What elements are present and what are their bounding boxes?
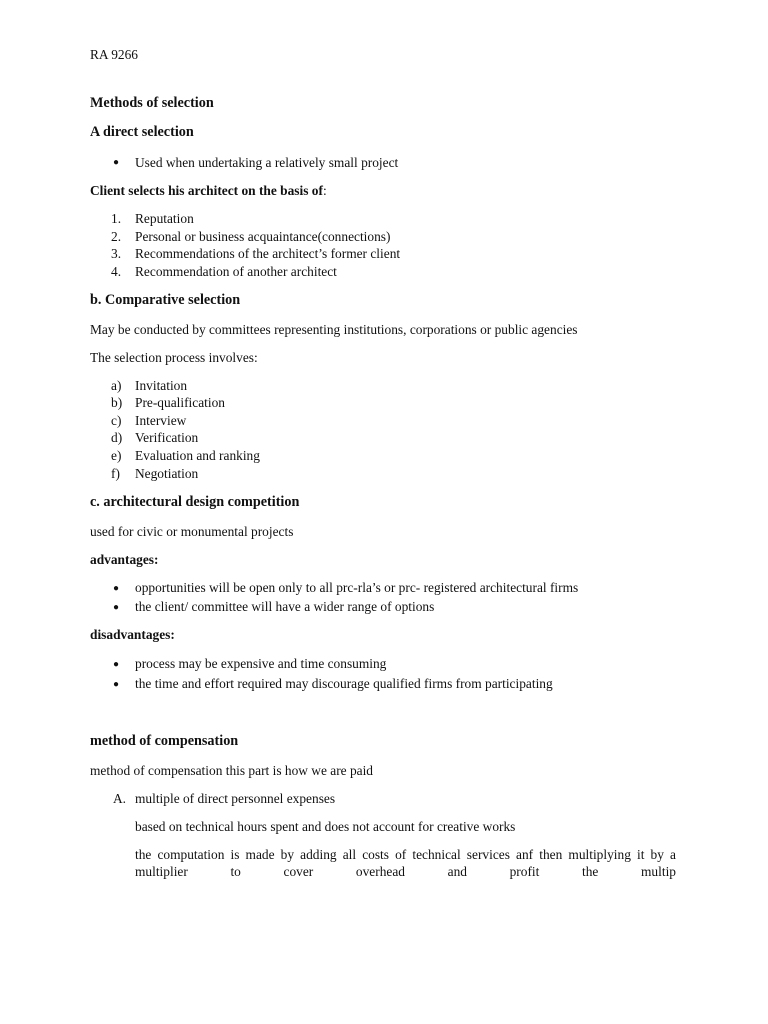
list-marker: 3. — [111, 246, 122, 261]
bullet-icon: ● — [113, 157, 120, 168]
list-marker: A. — [113, 791, 127, 806]
disadvantage-item: process may be expensive and time consuming — [135, 656, 387, 671]
list-item: Pre-qualification — [135, 395, 225, 410]
advantages-label: advantages: — [90, 552, 159, 567]
list-marker: e) — [111, 448, 122, 463]
comparative-selection-title: b. Comparative selection — [90, 292, 241, 308]
list-item: Evaluation and ranking — [135, 448, 260, 463]
basis-label: Client selects his architect on the basis of — [90, 183, 323, 198]
direct-bullet-item: Used when undertaking a relatively small project — [135, 155, 399, 170]
bullet-icon: ● — [113, 602, 120, 613]
list-marker: f) — [111, 466, 120, 481]
disadvantages-label: disadvantages: — [90, 627, 175, 642]
document-header: RA 9266 — [90, 47, 138, 62]
list-item: Invitation — [135, 378, 188, 393]
bullet-icon: ● — [113, 679, 120, 690]
list-item: Interview — [135, 413, 187, 428]
direct-selection-title: A direct selection — [90, 124, 194, 140]
list-marker: a) — [111, 378, 122, 393]
list-item: Recommendations of the architect’s former client — [135, 246, 401, 261]
list-marker: b) — [111, 395, 123, 410]
list-marker: 4. — [111, 264, 122, 279]
compensation-paragraph-line: the computation is made by adding all costs of technical services anf then multiplying it by a — [135, 847, 676, 862]
compensation-title: method of compensation — [90, 733, 239, 749]
competition-title: c. architectural design competition — [90, 494, 300, 510]
basis-line — [90, 182, 327, 200]
process-label: The selection process involves: — [90, 350, 258, 365]
compensation-paragraph: based on technical hours spent and does not account for creative works — [135, 819, 516, 834]
list-item: Personal or business acquaintance(connections) — [135, 229, 391, 244]
compensation-intro: method of compensation this part is how we are paid — [90, 763, 373, 778]
advantage-item: opportunities will be open only to all prc-rla’s or prc- registered architectural firms — [135, 580, 579, 595]
list-item: Reputation — [135, 211, 194, 226]
comparative-intro: May be conducted by committees representing institutions, corporations or public agencies — [90, 322, 578, 337]
list-item: Negotiation — [135, 466, 199, 481]
bullet-icon: ● — [113, 583, 120, 594]
list-marker: 2. — [111, 229, 122, 244]
list-item: multiple of direct personnel expenses — [135, 791, 336, 806]
basis-colon: : — [322, 183, 327, 198]
advantage-item: the client/ committee will have a wider range of options — [135, 599, 435, 614]
list-item: Recommendation of another architect — [135, 264, 337, 279]
list-marker: c) — [111, 413, 122, 428]
compensation-paragraph-line: multiplier to cover overhead and profit the multip — [135, 864, 676, 879]
list-marker: d) — [111, 430, 123, 445]
disadvantage-item: the time and effort required may discourage qualified firms from participating — [135, 676, 553, 691]
competition-intro: used for civic or monumental projects — [90, 524, 294, 539]
methods-title: Methods of selection — [90, 95, 214, 111]
list-item: Verification — [135, 430, 199, 445]
bullet-icon: ● — [113, 659, 120, 670]
list-marker: 1. — [111, 211, 122, 226]
